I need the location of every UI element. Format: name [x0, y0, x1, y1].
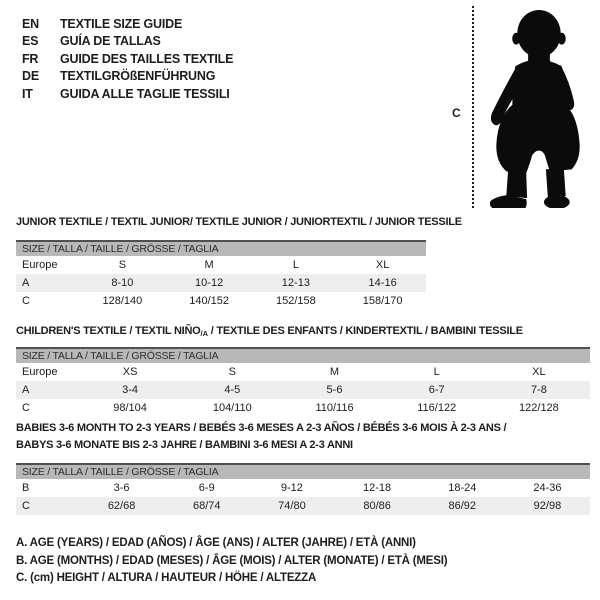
table-row-europe — [16, 256, 426, 274]
children-size-table — [16, 347, 590, 417]
junior-size-table — [16, 240, 426, 310]
size-cell: 3-6 — [113, 482, 130, 494]
size-cell: 140/152 — [189, 295, 229, 307]
size-cell: 9-12 — [280, 482, 303, 494]
row-label: C — [22, 500, 30, 512]
row-label: B — [22, 482, 30, 494]
junior-table-title: JUNIOR TEXTILE / TEXTIL JUNIOR/ TEXTILE JUNIOR / JUNIORTEXTIL / JUNIOR TESSILE — [16, 216, 462, 228]
size-cell: 62/68 — [107, 500, 136, 512]
language-code: ES — [22, 34, 39, 49]
size-cell: XL — [532, 366, 546, 378]
language-code: FR — [22, 51, 39, 66]
size-cell: 158/170 — [362, 295, 403, 307]
size-cell: 4-5 — [224, 384, 241, 396]
size-cell: L — [292, 259, 299, 271]
table-row-age — [16, 381, 590, 399]
language-row — [22, 15, 233, 33]
language-row — [22, 68, 233, 86]
language-row — [22, 85, 233, 103]
size-cell: 6-9 — [198, 482, 215, 494]
size-cell: 24-36 — [533, 482, 562, 494]
language-title: TEXTILGRÖßENFÜHRUNG — [60, 69, 216, 84]
babies-table-title — [16, 420, 506, 454]
size-cell: 98/104 — [113, 402, 147, 414]
language-code: EN — [22, 16, 39, 31]
size-cell: L — [433, 366, 440, 378]
table-row-height — [16, 399, 590, 417]
row-label: Europe — [22, 259, 58, 271]
children-title-subscript: /A — [200, 329, 208, 338]
language-code: IT — [22, 86, 33, 101]
footnote-height: C. (cm) HEIGHT / ALTURA / HAUTEUR / HÖHE / ALTEZZA — [16, 572, 317, 584]
size-cell: S — [228, 366, 236, 378]
size-cell: S — [118, 259, 127, 271]
children-title-part: / TEXTILE DES ENFANTS / KINDERTEXTIL / BAMBINI TESSILE — [207, 325, 523, 337]
size-cell: XL — [375, 259, 390, 271]
size-cell: 14-16 — [368, 277, 397, 289]
table-row-age — [16, 274, 426, 292]
row-label: Europe — [22, 366, 58, 378]
row-label: C — [22, 402, 30, 414]
size-cell: 92/98 — [533, 500, 562, 512]
footnote-age-years: A. AGE (YEARS) / EDAD (AÑOS) / ÂGE (ANS) / ALTER (JAHRE) / ETÀ (ANNI) — [16, 537, 416, 549]
size-cell: 86/92 — [448, 500, 477, 512]
size-cell: 12-13 — [281, 277, 310, 289]
size-cell: M — [329, 366, 340, 378]
size-cell: 6-7 — [428, 384, 445, 396]
size-cell: 5-6 — [326, 384, 343, 396]
babies-title-line: BABYS 3-6 MONATE BIS 2-3 JAHRE / BAMBINI 3-6 MESI A 2-3 ANNI — [16, 439, 353, 451]
size-cell: 128/140 — [102, 295, 143, 307]
height-measure-label: C — [452, 106, 461, 120]
language-row — [22, 33, 233, 51]
footnotes — [16, 535, 447, 588]
language-code: DE — [22, 69, 39, 84]
language-title: TEXTILE SIZE GUIDE — [60, 16, 183, 31]
toddler-silhouette-image — [482, 5, 592, 208]
babies-title-line: BABIES 3-6 MONTH TO 2-3 YEARS / BEBÉS 3-6 MESES A 2-3 AÑOS / BÉBÉS 3-6 MOIS À 2-3 ANS / — [16, 422, 507, 434]
table-row-europe — [16, 363, 590, 381]
size-cell: 3-4 — [122, 384, 139, 396]
size-cell: 152/158 — [275, 295, 316, 307]
size-header-bar: SIZE / TALLA / TAILLE / GRÖSSE / TAGLIA — [16, 240, 426, 256]
table-row-height — [16, 497, 590, 515]
table-row-age-months — [16, 479, 590, 497]
language-row — [22, 50, 233, 68]
size-cell: 116/122 — [417, 402, 457, 414]
row-label: A — [22, 277, 30, 289]
children-title-part: CHILDREN'S TEXTILE / TEXTIL NIÑO — [16, 325, 201, 337]
height-measure-dotted-line — [472, 6, 474, 208]
table-row-height — [16, 292, 426, 310]
babies-size-table — [16, 463, 590, 515]
size-cell: 104/110 — [212, 402, 252, 414]
children-table-title — [16, 325, 523, 338]
size-cell: 74/80 — [278, 500, 306, 512]
size-cell: M — [204, 259, 214, 271]
row-label: C — [22, 295, 30, 307]
row-label: A — [22, 384, 30, 396]
language-title: GUÍA DE TALLAS — [60, 34, 161, 49]
size-cell: 7-8 — [530, 384, 547, 396]
size-header-bar: SIZE / TALLA / TAILLE / GRÖSSE / TAGLIA — [16, 463, 590, 479]
size-cell: 122/128 — [519, 402, 559, 414]
size-cell: 68/74 — [192, 500, 221, 512]
language-title: GUIDE DES TAILLES TEXTILE — [60, 51, 234, 66]
footnote-age-months: B. AGE (MONTHS) / EDAD (MESES) / ÂGE (MOIS) / ALTER (MONATE) / ETÀ (MESI) — [16, 554, 448, 567]
size-cell: 80/86 — [363, 500, 391, 512]
language-list — [22, 15, 233, 103]
size-header-bar: SIZE / TALLA / TAILLE / GRÖSSE / TAGLIA — [16, 347, 590, 363]
size-cell: 18-24 — [448, 482, 477, 494]
size-cell: 8-10 — [111, 277, 134, 289]
language-title: GUIDA ALLE TAGLIE TESSILI — [60, 86, 230, 101]
size-cell: 10-12 — [195, 277, 224, 289]
size-cell: 110/116 — [315, 402, 354, 414]
size-cell: XS — [122, 366, 138, 378]
size-cell: 12-18 — [363, 482, 392, 494]
